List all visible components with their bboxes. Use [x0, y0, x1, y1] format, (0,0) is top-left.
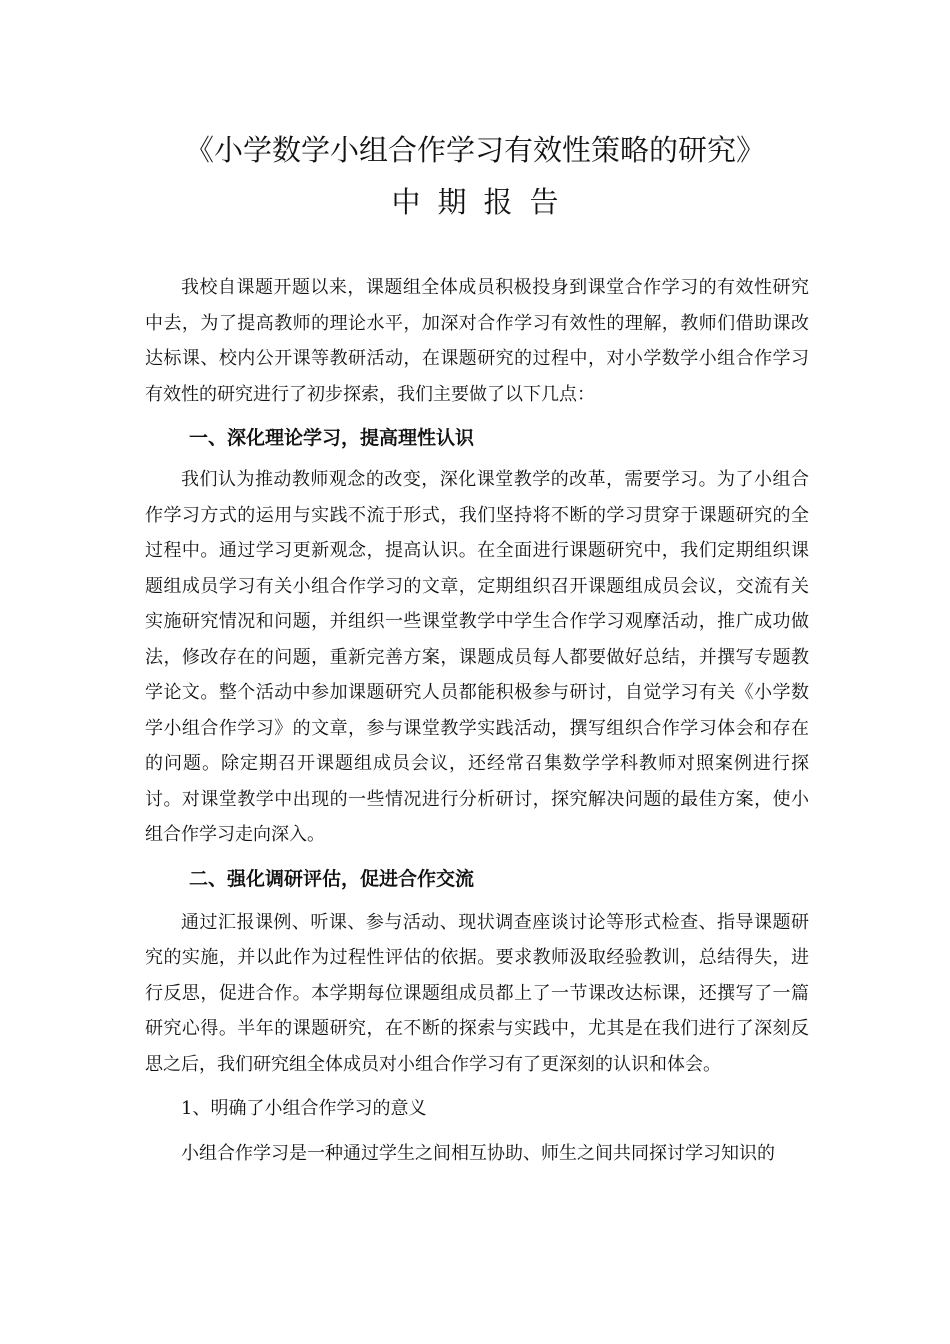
document-title: 《小学数学小组合作学习有效性策略的研究》 — [184, 133, 765, 167]
document-body — [145, 270, 809, 1172]
section-body-2: 通过汇报课例、听课、参与活动、现状调查座谈讨论等形式检查、指导课题研究的实施，并以此作为过程性评估的依据。要求教师汲取经验教训，总结得失，进行反思，促进合作。本学期每位课题组成员都上了一节课改达标课，还撰写了一篇研究心得。半年的课题研究，在不断的探索与实践中，尤其是在我们进行了深刻反思之后，我们研究组全体成员对小组合作学习有了更深刻的认识和体会。 — [145, 911, 809, 1075]
subsection-heading: 1、明确了小组合作学习的意义 — [181, 1098, 427, 1119]
document-subtitle: 中期报告 — [391, 185, 576, 219]
section-body-1: 我们认为推动教师观念的改变，深化课堂教学的改革，需要学习。为了小组合作学习方式的运用与实践不流于形式，我们坚持将不断的学习贯穿于课题研究的全过程中。通过学习更新观念，提高认识。在全面进行课题研究中，我们定期组织课题组成员学习有关小组合作学习的文章，定期组织召开课题组成员会议，交流有关实施研究情况和问题，并组织一些课堂教学中学生合作学习观摩活动，推广成功做法，修改存在的问题，重新完善方案，课题成员每人都要做好总结，并撰写专题教学论文。整个活动中参加课题研究人员都能积极参与研讨，自觉学习有关《小学数学小组合作学习》的文章，参与课堂教学实践活动，撰写组织合作学习体会和存在的问题。除定期召开课题组成员会议，还经常召集数学学科教师对照案例进行探讨。对课堂教学中出现的一些情况进行分析研讨，探究解决问题的最佳方案，使小组合作学习走向深入。 — [145, 469, 809, 845]
subsection-body: 小组合作学习是一种通过学生之间相互协助、师生之间共同探讨学习知识的 — [181, 1143, 775, 1164]
section-heading-1: 一、深化理论学习，提高理性认识 — [189, 427, 475, 449]
section-heading-2: 二、强化调研评估，促进合作交流 — [189, 867, 475, 890]
intro-paragraph: 我校自课题开题以来，课题组全体成员积极投身到课堂合作学习的有效性研究中去，为了提高教师的理论水平，加深对合作学习有效性的理解，教师们借助课改达标课、校内公开课等教研活动，在课题研究的过程中，对小学数学小组合作学习有效性的研究进行了初步探索，我们主要做了以下几点： — [145, 277, 809, 405]
